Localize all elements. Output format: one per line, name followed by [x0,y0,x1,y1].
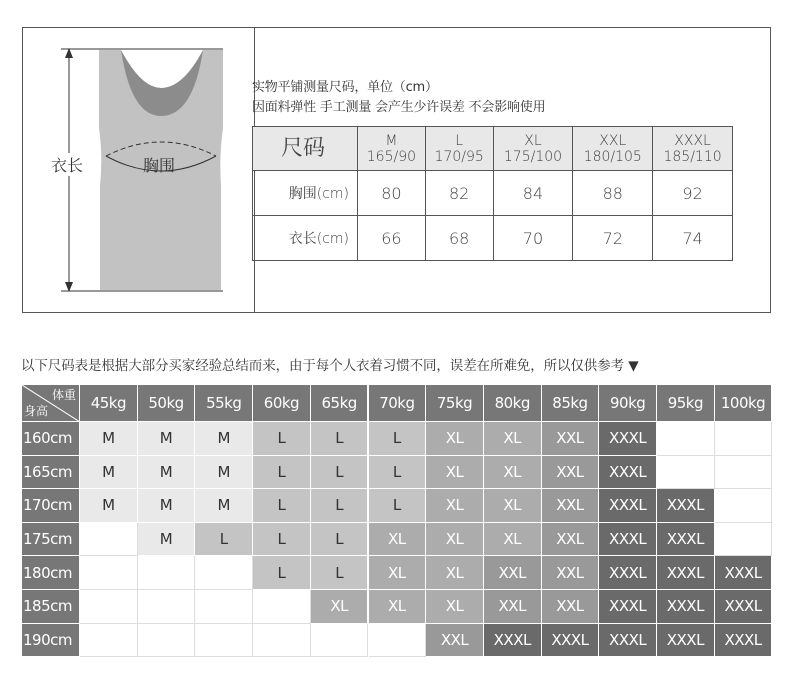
size-cell: XXXL [599,489,657,523]
table-cell: 92 [653,171,733,216]
size-cell: XXL [542,556,600,590]
size-cell: XXXL [484,624,542,658]
size-cell [80,523,138,557]
size-cell [138,624,196,658]
size-cell: XXXL [599,624,657,658]
length-label: 衣长 [49,153,85,176]
weight-header: 55kg [195,385,253,422]
size-cell [253,590,311,624]
size-cell: XL [426,422,484,456]
size-cell: M [80,422,138,456]
size-col-header: XXXL 185/110 [653,127,733,171]
size-cell: XXXL [657,523,715,557]
size-cell: L [311,489,369,523]
measure-note: 实物平铺测量尺码，单位（cm） [252,80,438,95]
table-cell: 70 [493,216,573,261]
table-cell: 88 [573,171,653,216]
table-cell: 84 [493,171,573,216]
size-cell: M [195,456,253,490]
weight-header: 80kg [484,385,542,422]
size-cell [715,456,773,490]
size-cell: XXL [542,590,600,624]
weight-header: 65kg [311,385,369,422]
size-cell: XL [426,489,484,523]
size-cell: XL [484,523,542,557]
weight-header: 90kg [599,385,657,422]
size-cell [715,422,773,456]
size-cell: XL [426,590,484,624]
size-cell: L [195,523,253,557]
size-cell: L [253,489,311,523]
size-cell [80,624,138,658]
size-cell: XXXL [599,422,657,456]
table-cell: 82 [425,171,493,216]
size-cell: M [80,456,138,490]
size-cell: XXXL [715,556,773,590]
size-cell [138,590,196,624]
size-cell: M [138,489,196,523]
size-cell: XL [369,556,427,590]
weight-header: 75kg [426,385,484,422]
size-measurement-table [252,126,733,261]
size-cell: M [195,422,253,456]
size-cell [195,624,253,658]
size-cell [657,422,715,456]
size-cell: L [253,523,311,557]
size-cell: XL [426,556,484,590]
weight-header: 60kg [253,385,311,422]
size-cell: XXXL [657,590,715,624]
size-cell: L [311,456,369,490]
size-cell: M [138,523,196,557]
size-cell: L [311,422,369,456]
table-cell: 72 [573,216,653,261]
height-label: 190cm [22,624,80,658]
size-cell [138,556,196,590]
size-cell [369,624,427,658]
size-cell: XL [484,422,542,456]
size-cell: L [369,489,427,523]
size-cell [195,590,253,624]
table-cell: 68 [425,216,493,261]
size-cell [195,556,253,590]
height-label: 170cm [22,489,80,523]
height-label: 165cm [22,456,80,490]
size-cell: L [369,422,427,456]
weight-header: 50kg [138,385,196,422]
size-cell [715,523,773,557]
size-cell: XL [484,489,542,523]
size-cell: L [311,523,369,557]
size-cell: M [138,456,196,490]
chest-row [253,171,733,216]
size-cell: XL [426,456,484,490]
size-cell: XXL [542,456,600,490]
size-cell: XXXL [715,590,773,624]
size-cell: XXXL [599,456,657,490]
size-cell: M [138,422,196,456]
size-cell [311,624,369,658]
weight-header: 95kg [657,385,715,422]
size-cell: XXL [426,624,484,658]
size-cell: XXXL [599,523,657,557]
size-cell: XXXL [657,624,715,658]
size-header-label: 尺码 [253,127,358,171]
weight-header: 85kg [542,385,600,422]
size-cell: XXL [484,590,542,624]
grid-corner [22,385,80,422]
size-cell: L [311,556,369,590]
size-cell: XXL [542,422,600,456]
size-cell: XXL [542,489,600,523]
size-col-header: L 170/95 [425,127,493,171]
length-row [253,216,733,261]
table-cell: 66 [358,216,426,261]
size-col-header: XL 175/100 [493,127,573,171]
height-weight-size-grid [22,385,772,656]
size-cell [657,456,715,490]
size-header-row [253,127,733,171]
size-cell [80,590,138,624]
size-cell: XXL [484,556,542,590]
size-cell: L [369,456,427,490]
size-col-header: XXL 180/105 [573,127,653,171]
weight-header: 45kg [80,385,138,422]
height-label: 180cm [22,556,80,590]
row-label: 衣长(cm) [253,216,358,261]
chest-label: 胸围 [143,156,176,175]
reference-heading: 以下尺码表是根据大部分买家经验总结而来，由于每个人衣着习惯不同，误差在所难免，所以仅供参考 ▼ [21,358,639,374]
size-cell: XL [369,590,427,624]
height-label: 185cm [22,590,80,624]
size-cell: XL [426,523,484,557]
size-col-header: M 165/90 [358,127,426,171]
size-cell: XXXL [715,624,773,658]
size-cell: M [80,489,138,523]
weight-axis-label: 体重 [51,388,76,402]
size-cell: L [253,456,311,490]
size-cell: XXXL [599,556,657,590]
weight-header: 70kg [369,385,427,422]
size-cell: XXXL [599,590,657,624]
size-cell: XXL [542,523,600,557]
height-axis-label: 身高 [24,404,49,418]
height-label: 160cm [22,422,80,456]
height-label: 175cm [22,523,80,557]
size-cell [80,556,138,590]
size-cell: XL [369,523,427,557]
size-cell: XXXL [542,624,600,658]
size-cell: XXXL [657,556,715,590]
size-cell [253,624,311,658]
weight-header: 100kg [715,385,773,422]
size-cell [715,489,773,523]
size-cell: M [195,489,253,523]
table-cell: 80 [358,171,426,216]
size-cell: L [253,422,311,456]
row-label: 胸围(cm) [253,171,358,216]
size-cell: XL [484,456,542,490]
size-cell: XXXL [657,489,715,523]
size-cell: XL [311,590,369,624]
size-cell: L [253,556,311,590]
tolerance-note: 因面料弹性 手工测量 会产生少许误差 不会影响使用 [252,100,546,115]
table-cell: 74 [653,216,733,261]
